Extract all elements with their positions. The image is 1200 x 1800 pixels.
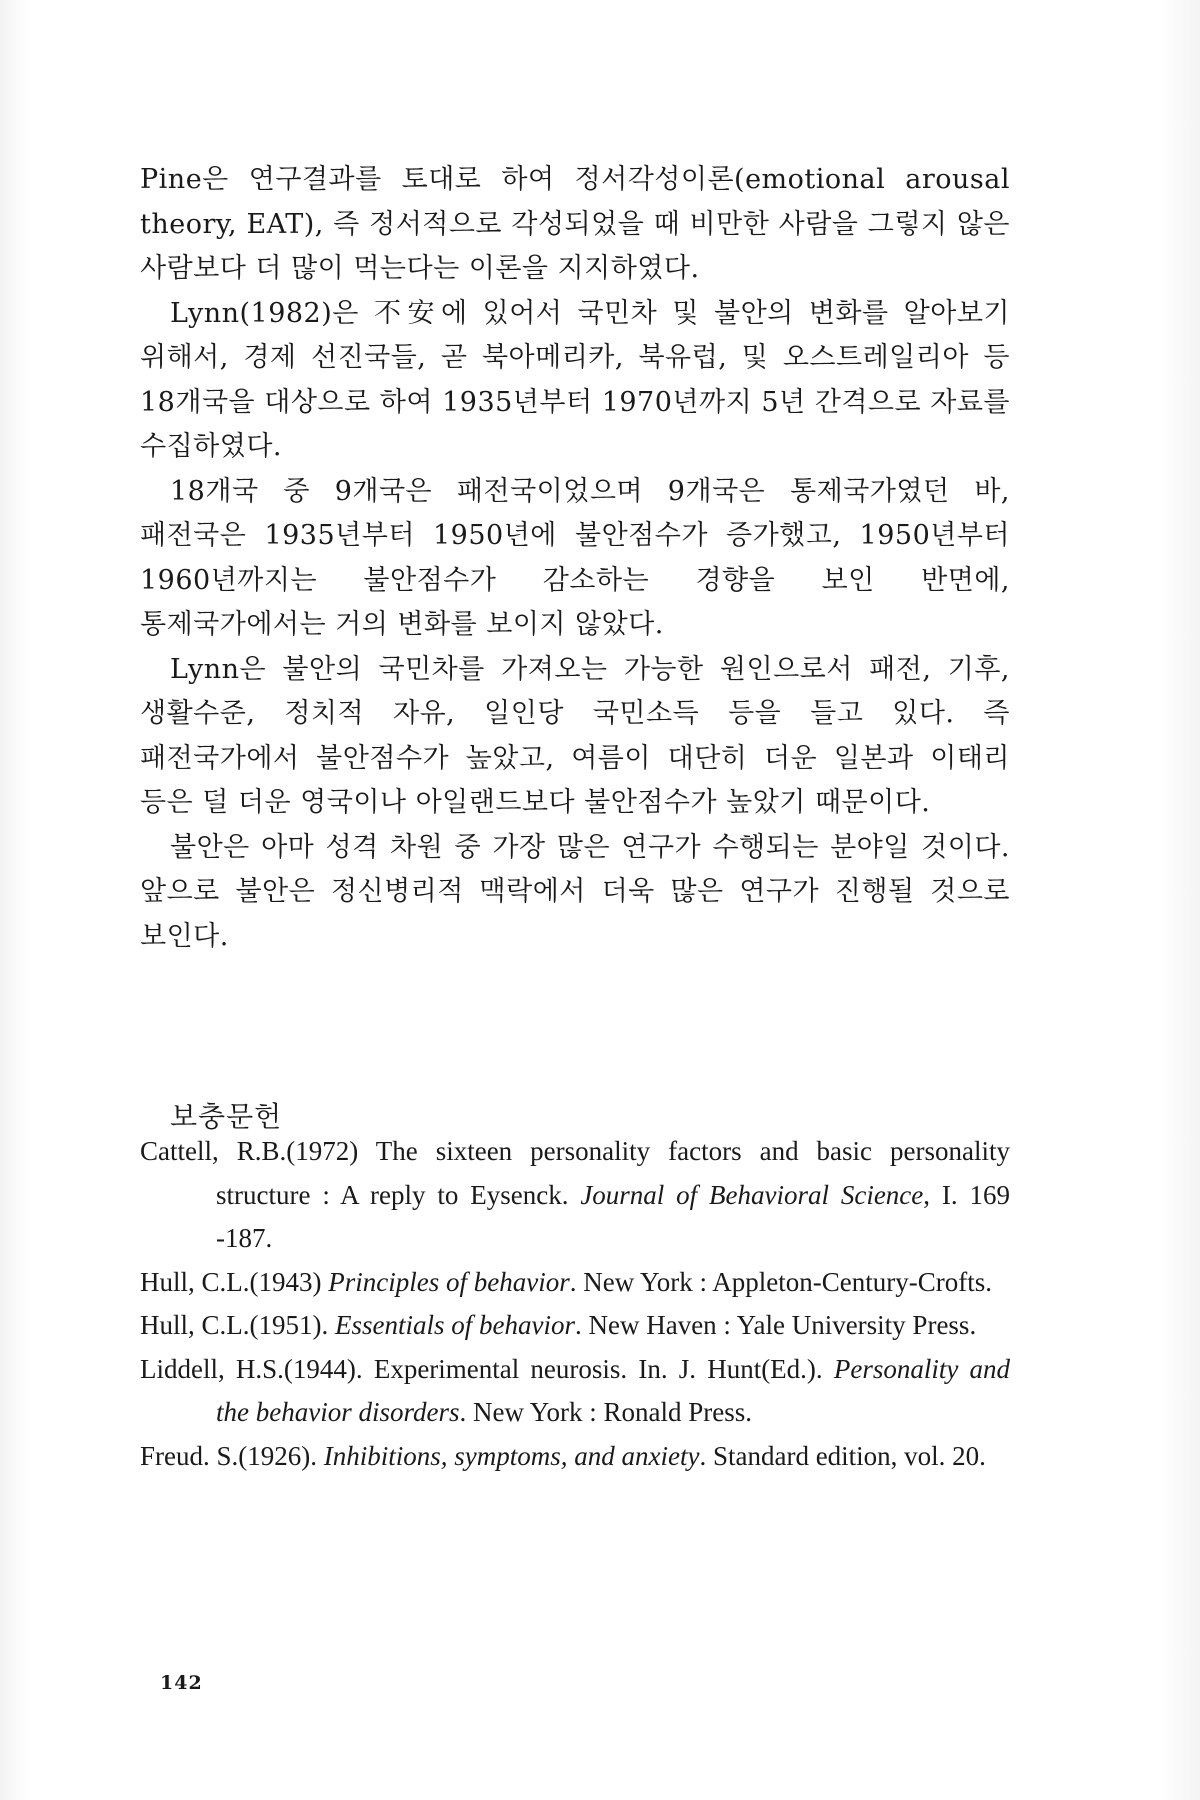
reference-item	[140, 1261, 1010, 1305]
reference-title: Essentials of behavior	[335, 1310, 575, 1340]
reference-text: . New Haven : Yale University Press.	[574, 1310, 977, 1340]
reference-item	[140, 1435, 1010, 1479]
reference-item	[140, 1348, 1010, 1435]
references-heading: 보충문헌	[170, 1100, 283, 1133]
reference-title: Journal of Behavioral Science	[580, 1179, 924, 1210]
reference-text: . New York : Appleton-Century-Crofts.	[569, 1266, 992, 1297]
body-text	[140, 158, 1010, 959]
paragraph: 18개국 중 9개국은 패전국이었으며 9개국은 통제국가였던 바, 패전국은 1935년부터 1950년에 불안점수가 증가했고, 1950년부터 1960년까지는 불안점수가 감소하는 경향을 보인 반면에, 통제국가에서는 거의 변화를 보이지 않았다.	[140, 475, 1010, 640]
paragraph: 불안은 아마 성격 차원 중 가장 많은 연구가 수행되는 분야일 것이다. 앞으로 불안은 정신병리적 맥락에서 더욱 많은 연구가 진행될 것으로 보인다.	[140, 831, 1010, 952]
page-number: 142	[160, 1672, 203, 1694]
reference-title: Principles of behavior	[328, 1266, 570, 1297]
reference-text: , I. 169 -187.	[216, 1179, 1010, 1253]
paragraph: Lynn은 불안의 국민차를 가져오는 가능한 원인으로서 패전, 기후, 생활수준, 정치적 자유, 일인당 국민소득 등을 들고 있다. 즉 패전국가에서 불안점수가 높았고, 여름이 대단히 더운 일본과 이태리 등은 덜 더운 영국이나 아일랜드보다 불안점수가 높았기 때문이다.	[140, 653, 1010, 818]
references-list	[140, 1130, 1010, 1478]
reference-item	[140, 1130, 1010, 1261]
paragraph: Pine은 연구결과를 토대로 하여 정서각성이론(emotional arousal theory, EAT), 즉 정서적으로 각성되었을 때 비만한 사람을 그렇지 않은 사람보다 더 많이 먹는다는 이론을 지지하였다.	[140, 164, 1010, 284]
reference-text: Hull, C.L.(1943)	[140, 1266, 329, 1297]
paragraph: Lynn(1982)은 不安에 있어서 국민차 및 불안의 변화를 알아보기 위해서, 경제 선진국들, 곧 북아메리카, 북유럽, 및 오스트레일리아 등 18개국을 대상으로 하여 1935년부터 1970년까지 5년 간격으로 자료를 수집하였다.	[140, 297, 1010, 462]
reference-text: Cattell, R.B.(1972) The sixteen personality factors and basic personality structure : A reply to Eysenck.	[140, 1136, 1010, 1210]
reference-text: Liddell, H.S.(1944). Experimental neurosis. In. J. Hunt(Ed.).	[140, 1353, 834, 1384]
reference-text: . New York : Ronald Press.	[459, 1397, 753, 1427]
reference-title: Personality and the behavior disorders	[216, 1353, 1010, 1427]
reference-text: . Standard edition, vol. 20.	[699, 1440, 986, 1471]
reference-text: Freud. S.(1926).	[140, 1440, 324, 1471]
reference-item	[140, 1304, 1010, 1348]
reference-text: Hull, C.L.(1951).	[140, 1310, 335, 1340]
reference-title: Inhibitions, symptoms, and anxiety	[323, 1440, 700, 1471]
